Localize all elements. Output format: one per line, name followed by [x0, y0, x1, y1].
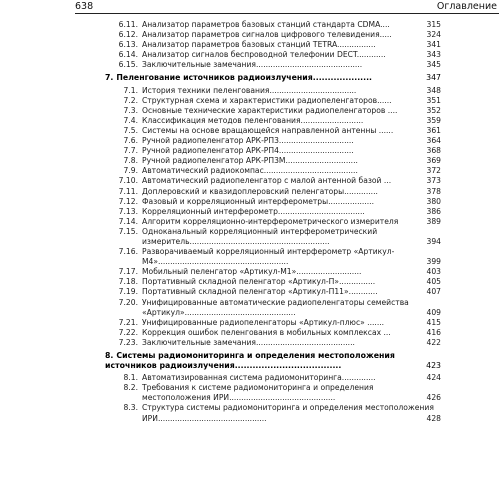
toc-entry-page: 368	[426, 146, 441, 156]
toc-entry-number: 7.4.	[123, 115, 138, 125]
toc-entry-page: 399	[426, 257, 441, 267]
toc-entry-page: 347	[426, 73, 441, 83]
toc-entry-title: Разворачиваемый корреляционный интерферометр «Артикул-М4»......................................................	[142, 247, 395, 267]
toc-entry-page: 345	[426, 60, 441, 70]
toc-entry-title: Анализатор параметров сигналов цифрового телевидения.....	[142, 30, 392, 40]
toc-entry	[105, 287, 441, 297]
toc-entry-page: 409	[426, 307, 441, 317]
toc-entry-number: 8.	[105, 351, 114, 360]
toc-entry	[105, 277, 441, 287]
toc-entry-number: 7.5.	[123, 125, 138, 135]
toc-entry-page: 343	[426, 50, 441, 60]
toc-entry-page: 405	[426, 277, 441, 287]
toc-entry	[105, 126, 441, 136]
toc-entry-title: Фазовый и корреляционный интерферометры...................	[142, 196, 374, 206]
toc-entry-number: 7.18.	[118, 277, 138, 287]
toc-entry-page: 373	[426, 176, 441, 186]
toc-entry-page: 403	[426, 267, 441, 277]
toc-entry-number: 7.17.	[118, 267, 138, 277]
toc-entry	[105, 187, 441, 197]
toc-entry-number: 7.22.	[118, 327, 138, 337]
toc-entry	[105, 298, 441, 318]
toc-entry-title: Унифицированные автоматические радиопеленгаторы семейства «Артикул»..............................................	[142, 297, 409, 317]
toc-entry-number: 6.14.	[118, 50, 138, 60]
toc-entry-title: Портативный складной пеленгатор «Артикул-П11»............	[142, 287, 378, 297]
toc-entry-page: 380	[426, 196, 441, 206]
toc-entry-page: 422	[426, 337, 441, 347]
toc-entry-page: 351	[426, 95, 441, 105]
toc-entry-title: Структура системы радиомониторинга и определения местоположения ИРИ.............................................	[142, 403, 434, 423]
toc-entry-number: 7.6.	[123, 136, 138, 146]
toc-entry	[105, 136, 441, 146]
toc-entry-title: Автоматический радиопеленгатор с малой антенной базой ...	[142, 176, 392, 186]
toc-entry	[105, 20, 441, 30]
toc-chapter	[105, 351, 441, 371]
toc-chapter	[105, 73, 441, 83]
toc-entry	[105, 96, 441, 106]
toc-entry-number: 7.14.	[118, 216, 138, 226]
toc-entry-number: 6.13.	[118, 40, 138, 50]
toc-entry	[105, 60, 441, 70]
toc-entry	[105, 247, 441, 267]
toc-entry-page: 372	[426, 166, 441, 176]
toc-entry-number: 7.21.	[118, 317, 138, 327]
toc-entry-number: 7.10.	[118, 176, 138, 186]
toc-entry-number: 7.9.	[123, 166, 138, 176]
toc-entry-number: 7.7.	[123, 146, 138, 156]
toc-entry	[105, 217, 441, 227]
toc-entry-number: 7.11.	[118, 186, 138, 196]
toc-entry	[105, 40, 441, 50]
toc-entry	[105, 30, 441, 40]
toc-entry-page: 389	[426, 216, 441, 226]
toc-entry-page: 361	[426, 125, 441, 135]
toc-entry-title: Основные технические характеристики радиопеленгаторов ....	[142, 105, 398, 115]
toc-entry-number: 7.2.	[123, 95, 138, 105]
toc-entry-number: 6.11.	[118, 20, 138, 29]
toc-entry	[105, 328, 441, 338]
toc-entry-title: Автоматический радиокомпас.......................................	[142, 166, 358, 176]
toc-entry-page: 394	[426, 236, 441, 246]
toc-entry-title: Мобильный пеленгатор «Артикул-М1»...........................	[142, 267, 362, 277]
toc-entry-number: 8.1.	[123, 373, 138, 383]
toc-entry-title: Структурная схема и характеристики радиопеленгаторов......	[142, 95, 392, 105]
toc-entry	[105, 197, 441, 207]
toc-entry-title: Пеленгование источников радиоизлучения....................	[116, 73, 373, 83]
toc-entry-number: 7.23.	[118, 337, 138, 347]
toc-entry-number: 7.12.	[118, 196, 138, 206]
toc-entry-page: 424	[426, 373, 441, 383]
toc-entry-title: Одноканальный корреляционный интерферометрический измеритель..........................................................	[142, 226, 378, 246]
toc-entry-page: 415	[426, 317, 441, 327]
toc-entry-title: Заключительные замечания............................................	[142, 60, 363, 70]
toc-entry	[105, 116, 441, 126]
toc-entry-number: 7.1.	[123, 85, 138, 95]
toc-entry-page: 352	[426, 105, 441, 115]
toc-entry	[105, 166, 441, 176]
toc-entry-page: 386	[426, 206, 441, 216]
toc-entry-number: 7.20.	[118, 297, 138, 307]
toc-entry-title: Ручной радиопеленгатор АРК-РП3...............................	[142, 136, 354, 146]
toc-entry-page: 341	[426, 40, 441, 50]
toc-entry-number: 7.15.	[118, 226, 138, 236]
toc-entry-number: 6.15.	[118, 60, 138, 70]
toc-entry	[105, 373, 441, 383]
toc-entry	[105, 146, 441, 156]
toc-entry-title: Корреляционный интерферометр....................................	[142, 206, 365, 216]
toc-entry-number: 7.	[105, 73, 114, 83]
toc-entry	[105, 50, 441, 60]
toc-entry-title: Заключительные замечания.........................................	[142, 337, 355, 347]
running-header	[75, 0, 499, 14]
toc-entry-title: Ручной радиопеленгатор АРК-РП3М..............................	[142, 156, 358, 166]
toc-entry-number: 7.13.	[118, 206, 138, 216]
toc-entry-title: Анализатор сигналов беспроводной телефонии DECT............	[142, 50, 386, 60]
toc-entry	[105, 338, 441, 348]
toc-entry-page: 364	[426, 136, 441, 146]
toc-entry-page: 324	[426, 30, 441, 40]
toc-entry	[105, 383, 441, 403]
toc-entry	[105, 207, 441, 217]
toc-entry-page: 315	[426, 20, 441, 29]
toc-entry-page: 348	[426, 85, 441, 95]
toc-entry-page: 428	[426, 413, 441, 423]
toc-entry-page: 407	[426, 287, 441, 297]
toc-entry-page: 378	[426, 186, 441, 196]
toc-entry-title: Портативный складной пеленгатор «Артикул-П»...............	[142, 277, 376, 287]
toc-entry-title: История техники пеленгования....................................	[142, 85, 357, 95]
toc-entry-title: Анализатор параметров базовых станций стандарта CDMA....	[142, 20, 390, 29]
toc-entry-title: Анализатор параметров базовых станций TETRA................	[142, 40, 376, 50]
toc-entry-number: 6.12.	[118, 30, 138, 40]
toc-entry-number: 8.3.	[123, 403, 138, 413]
toc-entry-title: Системы на основе вращающейся направленной антенны ......	[142, 125, 394, 135]
toc-entry-page: 369	[426, 156, 441, 166]
toc-entry-title: Унифицированные радиопеленгаторы «Артикул-плюс» .......	[142, 317, 385, 327]
toc-entry-number: 7.19.	[118, 287, 138, 297]
toc-entry	[105, 403, 441, 423]
toc-entry	[105, 106, 441, 116]
toc-entry-number: 7.8.	[123, 156, 138, 166]
toc-entry-title: Алгоритм корреляционно-интерферометрического измерителя	[142, 216, 399, 226]
toc-entry-title: Доплеровский и квазидоплеровский пеленгаторы..............	[142, 186, 378, 196]
toc-entry-title: Системы радиомониторинга и определения местоположения источников радиоизлучения....................................	[105, 351, 395, 371]
toc-entry-number: 7.16.	[118, 247, 138, 257]
toc-entry	[105, 267, 441, 277]
page-number: 638	[75, 1, 94, 12]
toc-entry	[105, 156, 441, 166]
toc-entry-number: 8.2.	[123, 383, 138, 393]
toc-entry-title: Классификация методов пеленгования..........................	[142, 115, 364, 125]
toc-entry	[105, 318, 441, 328]
toc-entry-title: Коррекция ошибок пеленгования в мобильных комплексах ...	[142, 327, 391, 337]
running-title: Оглавление	[436, 1, 497, 12]
toc-entry-title: Ручной радиопеленгатор АРК-РП4...............................	[142, 146, 354, 156]
toc-entry-page: 359	[426, 115, 441, 125]
table-of-contents	[105, 20, 441, 424]
toc-entry-page: 426	[426, 393, 441, 403]
toc-entry	[105, 227, 441, 247]
toc-entry-page: 423	[426, 361, 441, 371]
toc-entry-number: 7.3.	[123, 105, 138, 115]
toc-entry-title: Автоматизированная система радиомониторинга..............	[142, 373, 376, 383]
toc-entry	[105, 176, 441, 186]
toc-entry-title: Требования к системе радиомониторинга и определения местоположения ИРИ............................................	[142, 383, 374, 403]
toc-entry-page: 416	[426, 327, 441, 337]
toc-entry	[105, 86, 441, 96]
